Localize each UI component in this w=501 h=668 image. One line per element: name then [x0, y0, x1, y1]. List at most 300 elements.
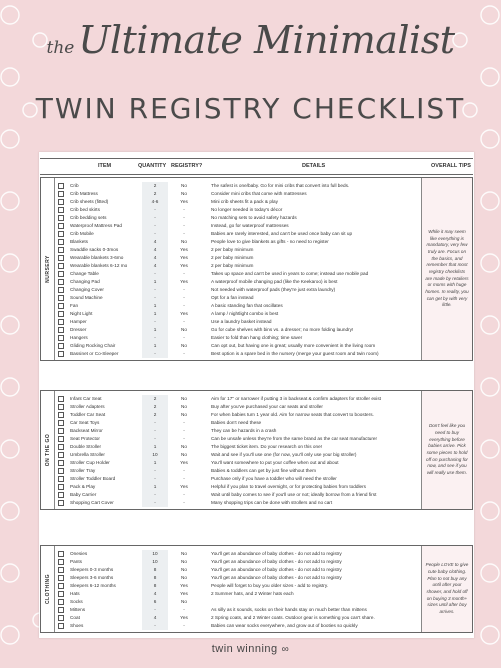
details-cell: People will forget to buy you older sizes - add to registry.	[211, 583, 329, 588]
quantity-cell: -	[142, 435, 168, 443]
details-cell: No matching sets to avoid safety hazards	[211, 215, 297, 220]
decorative-dot	[481, 68, 499, 86]
item-cell: Sleepers 3-6 months	[70, 575, 114, 580]
quantity-cell: 8	[142, 566, 168, 574]
item-cell: Crib bed skirts	[70, 207, 100, 212]
table-row	[56, 334, 420, 342]
row-checkbox[interactable]	[58, 623, 64, 629]
details-cell: Purchase only if you have a toddler who will need the stroller	[211, 476, 337, 481]
item-cell: Socks	[70, 599, 83, 604]
table-row	[56, 590, 420, 598]
registry-cell: No	[181, 327, 187, 332]
checklist-sheet	[39, 152, 474, 638]
item-cell: Fan	[70, 303, 79, 308]
item-cell: Seat Protector	[70, 436, 100, 441]
item-cell: Changing Pad	[70, 279, 100, 284]
registry-cell: -	[183, 492, 185, 497]
overall-tip-cell	[421, 546, 472, 632]
footer-brand	[0, 643, 501, 655]
table-row	[56, 622, 420, 630]
overall-tip-text: Don't feel like you need to buy everything before babies arrive. Pick some pieces to hold off on purchasing for now, and see if you will really use them.	[426, 423, 468, 475]
decorative-dot	[1, 68, 19, 86]
decorative-dot	[481, 192, 499, 210]
details-cell: A lamp / nightlight combo is best	[211, 311, 279, 316]
registry-cell: No	[181, 239, 187, 244]
item-cell: Night Light	[70, 311, 93, 316]
overall-tip-text: People LOVE to give cute baby clothing. Plan to not buy any until after your shower, and hold off on buying 3 month+ sizes until after boy arrives.	[425, 562, 469, 614]
quantity-cell: -	[142, 499, 168, 507]
column-header-details: DETAILS	[302, 163, 326, 169]
details-cell: As silly as it sounds, socks on their hands stay on much better than mittens	[211, 607, 367, 612]
table-row	[56, 403, 420, 411]
quantity-cell: 2	[142, 190, 168, 198]
registry-cell: No	[181, 396, 187, 401]
registry-cell: -	[183, 319, 185, 324]
item-cell: Hamper	[70, 319, 87, 324]
table-row	[56, 427, 420, 435]
table-row	[56, 318, 420, 326]
details-cell: Can opt out, but having one is great; usually more convenient in the living room	[211, 343, 376, 348]
quantity-cell: -	[142, 606, 168, 614]
item-cell: Infant Car Seat	[70, 396, 102, 401]
decorative-dot	[481, 440, 499, 458]
item-cell: Umbrella Stroller	[70, 452, 105, 457]
item-cell: Gliding Rocking Chair	[70, 343, 116, 348]
registry-cell: -	[183, 500, 185, 505]
row-checkbox[interactable]	[58, 436, 64, 442]
item-cell: Crib sheets (fitted)	[70, 199, 109, 204]
item-cell: Shopping Cart Cover	[70, 500, 114, 505]
item-cell: Waterproof Mattress Pad	[70, 223, 122, 228]
decorative-dot	[481, 130, 499, 148]
quantity-cell: -	[142, 294, 168, 302]
details-cell: People love to give blankets as gifts - no need to register	[211, 239, 329, 244]
table-row	[56, 467, 420, 475]
details-cell: Babies don't need these	[211, 420, 262, 425]
infinity-logo-icon: ∞	[281, 644, 290, 655]
table-row	[56, 451, 420, 459]
details-cell: You'll get an abundance of baby clothes - do not add to registry	[211, 575, 342, 580]
row-checkbox[interactable]	[58, 287, 64, 293]
quantity-cell: 4-6	[142, 198, 168, 206]
item-cell: Crib Mattress	[70, 191, 98, 196]
details-cell: You'll want somewhere to put your coffee when out and about	[211, 460, 339, 465]
table-row	[56, 230, 420, 238]
quantity-cell: -	[142, 214, 168, 222]
registry-cell: No	[181, 444, 187, 449]
registry-cell: -	[183, 623, 185, 628]
details-cell: You'll get an abundance of baby clothes - do not add to registry	[211, 551, 342, 556]
quantity-cell: 2	[142, 403, 168, 411]
table-row	[56, 294, 420, 302]
decorative-dot	[1, 254, 19, 272]
item-cell: Pack & Play	[70, 484, 96, 489]
table-row	[56, 246, 420, 254]
details-cell: You'll get an abundance of baby clothes - do not add to registry	[211, 567, 342, 572]
table-row	[56, 238, 420, 246]
item-cell: Sleepers 0-3 months	[70, 567, 114, 572]
table-row	[56, 483, 420, 491]
quantity-cell: 6	[142, 598, 168, 606]
table-row	[56, 574, 420, 582]
table-row	[56, 342, 420, 350]
table-row	[56, 614, 420, 622]
details-cell: No longer needed in today's décor	[211, 207, 283, 212]
quantity-cell: 1	[142, 483, 168, 491]
registry-cell: -	[183, 215, 185, 220]
section-label-text: NURSERY	[44, 255, 51, 283]
row-checkbox[interactable]	[58, 420, 64, 426]
row-checkbox[interactable]	[58, 500, 64, 506]
details-cell: Buy after you've purchased your car seats and stroller	[211, 404, 323, 409]
row-checkbox[interactable]	[58, 319, 64, 325]
details-cell: Helpful if you plan to travel overnight, or for protecting babies from toddlers	[211, 484, 367, 489]
title-the: the	[46, 38, 75, 58]
item-cell: Double Stroller	[70, 444, 102, 449]
row-checkbox[interactable]	[58, 484, 64, 490]
item-cell: Sound Machine	[70, 295, 103, 300]
row-checkbox[interactable]	[58, 452, 64, 458]
registry-cell: -	[183, 303, 185, 308]
registry-cell: -	[183, 231, 185, 236]
row-checkbox[interactable]	[58, 199, 64, 205]
section-label	[41, 391, 55, 509]
details-cell: Not needed with waterproof pads (they're just extra laundry)	[211, 287, 336, 292]
quantity-cell: -	[142, 318, 168, 326]
section-label	[41, 178, 55, 360]
registry-cell: No	[181, 191, 187, 196]
item-cell: Crib	[70, 183, 79, 188]
decorative-dot	[481, 564, 499, 582]
quantity-cell: 4	[142, 246, 168, 254]
registry-cell: No	[181, 404, 187, 409]
item-cell: Swaddle sacks 0-3mos	[70, 247, 119, 252]
row-checkbox[interactable]	[58, 191, 64, 197]
table-row	[56, 206, 420, 214]
decorative-dot	[1, 130, 19, 148]
row-checkbox[interactable]	[58, 615, 64, 621]
registry-cell: No	[181, 559, 187, 564]
registry-cell: Yes	[180, 263, 188, 268]
table-row	[56, 190, 420, 198]
quantity-cell: 10	[142, 451, 168, 459]
section-label-text: CLOTHING	[44, 573, 51, 605]
item-cell: Hats	[70, 591, 80, 596]
quantity-cell: 1	[142, 459, 168, 467]
registry-cell: Yes	[180, 279, 188, 284]
item-cell: Stroller Adapters	[70, 404, 105, 409]
table-row	[56, 566, 420, 574]
quantity-cell: 10	[142, 550, 168, 558]
row-checkbox[interactable]	[58, 207, 64, 213]
item-cell: Pants	[70, 559, 82, 564]
details-cell: Use a laundry basket instead	[211, 319, 272, 324]
item-cell: Blankets	[70, 239, 88, 244]
details-cell: Can be unsafe unless they're from the same brand as the car seat manufacturer	[211, 436, 378, 441]
quantity-cell: 4	[142, 262, 168, 270]
details-cell: Babies are rarely interested, and can't be used once baby can sit up	[211, 231, 353, 236]
section-clothing	[40, 545, 473, 633]
table-row	[56, 558, 420, 566]
quantity-cell: 2	[142, 395, 168, 403]
registry-cell: -	[183, 476, 185, 481]
item-cell: Shoes	[70, 623, 84, 628]
details-cell: You'll get an abundance of baby clothes - do not add to registry	[211, 559, 342, 564]
row-checkbox[interactable]	[58, 575, 64, 581]
quantity-cell: 1	[142, 310, 168, 318]
details-cell: Babies & toddlers can get by just fine without them	[211, 468, 317, 473]
quantity-cell: -	[142, 286, 168, 294]
details-cell: Many shopping trips can be done with strollers and no cart	[211, 500, 333, 505]
table-row	[56, 419, 420, 427]
registry-cell: -	[183, 420, 185, 425]
registry-cell: No	[181, 343, 187, 348]
row-checkbox[interactable]	[58, 335, 64, 341]
row-checkbox[interactable]	[58, 343, 64, 349]
row-checkbox[interactable]	[58, 295, 64, 301]
row-checkbox[interactable]	[58, 551, 64, 557]
quantity-cell: 1	[142, 278, 168, 286]
quantity-cell: 2	[142, 411, 168, 419]
item-cell: Dresser	[70, 327, 87, 332]
item-cell: Sleepers 6-12 months	[70, 583, 116, 588]
details-cell: Aim for 17" or narrower if putting 3 in backseat & confirm adapters for stroller exist	[211, 396, 381, 401]
table-row	[56, 491, 420, 499]
details-cell: Easier to fold than hang clothing; time saver	[211, 335, 303, 340]
decorative-dot	[481, 502, 499, 520]
table-row	[56, 350, 420, 358]
registry-cell: No	[181, 183, 187, 188]
row-checkbox[interactable]	[58, 263, 64, 269]
row-checkbox[interactable]	[58, 460, 64, 466]
details-cell: Wait and see if you'll use one (for now, you'll only use your big stroller)	[211, 452, 357, 457]
row-checkbox[interactable]	[58, 591, 64, 597]
table-row	[56, 302, 420, 310]
quantity-cell: 2	[142, 182, 168, 190]
quantity-cell: -	[142, 206, 168, 214]
row-checkbox[interactable]	[58, 559, 64, 565]
item-cell: Crib bedding sets	[70, 215, 107, 220]
table-row	[56, 550, 420, 558]
row-checkbox[interactable]	[58, 311, 64, 317]
table-row	[56, 395, 420, 403]
table-row	[56, 582, 420, 590]
item-cell: Changing Cover	[70, 287, 104, 292]
table-row	[56, 435, 420, 443]
table-row	[56, 254, 420, 262]
details-cell: A basic standing fan that oscillates	[211, 303, 283, 308]
item-cell: Change Table	[70, 271, 99, 276]
registry-cell: No	[181, 599, 187, 604]
registry-cell: -	[183, 607, 185, 612]
decorative-dot	[1, 564, 19, 582]
table-row	[56, 310, 420, 318]
decorative-dot	[481, 316, 499, 334]
row-checkbox[interactable]	[58, 404, 64, 410]
decorative-dot	[481, 254, 499, 272]
quantity-cell: -	[142, 334, 168, 342]
overall-tip-cell	[421, 178, 472, 360]
table-row	[56, 326, 420, 334]
table-row	[56, 270, 420, 278]
brand-name: twin winning	[211, 643, 278, 655]
quantity-cell: -	[142, 491, 168, 499]
quantity-cell: 4	[142, 614, 168, 622]
registry-cell: No	[181, 551, 187, 556]
quantity-cell: 8	[142, 574, 168, 582]
section-on-the-go	[40, 390, 473, 510]
row-checkbox[interactable]	[58, 567, 64, 573]
quantity-cell: -	[142, 350, 168, 358]
quantity-cell: -	[142, 622, 168, 630]
decorative-dot	[1, 440, 19, 458]
details-cell: Mini crib sheets fit a pack & play	[211, 199, 278, 204]
registry-cell: -	[183, 295, 185, 300]
decorative-dot	[1, 192, 19, 210]
registry-cell: Yes	[180, 255, 188, 260]
details-cell: Consider mini cribs that come with mattresses	[211, 191, 307, 196]
registry-cell: Yes	[180, 484, 188, 489]
table-row	[56, 411, 420, 419]
quantity-cell: 1	[142, 342, 168, 350]
row-checkbox[interactable]	[58, 231, 64, 237]
details-cell: 2 per baby minimum	[211, 263, 254, 268]
row-checkbox[interactable]	[58, 223, 64, 229]
item-cell: Onesies	[70, 551, 88, 556]
row-checkbox[interactable]	[58, 476, 64, 482]
quantity-cell: 1	[142, 326, 168, 334]
quantity-cell: -	[142, 419, 168, 427]
registry-cell: -	[183, 428, 185, 433]
registry-cell: Yes	[180, 615, 188, 620]
registry-cell: -	[183, 351, 185, 356]
details-cell: For when babies turn 1 year old. Aim for narrow seats that convert to boosters.	[211, 412, 374, 417]
row-checkbox[interactable]	[58, 183, 64, 189]
title-main: Ultimate Minimalist	[78, 18, 455, 62]
row-checkbox[interactable]	[58, 279, 64, 285]
table-row	[56, 499, 420, 507]
item-cell: Mittens	[70, 607, 86, 612]
section-label	[41, 546, 55, 632]
row-checkbox[interactable]	[58, 303, 64, 309]
quantity-cell: -	[142, 475, 168, 483]
decorative-dot	[1, 378, 19, 396]
details-cell: Opt for a fan instead	[211, 295, 254, 300]
item-cell: Wearable blankets 6-12 mo	[70, 263, 128, 268]
decorative-dot	[1, 316, 19, 334]
table-row	[56, 606, 420, 614]
registry-cell: -	[183, 335, 185, 340]
details-cell: 2 Spring coats, and 2 Winter coats. Outdoor gear is something you can't share.	[211, 615, 375, 620]
row-checkbox[interactable]	[58, 607, 64, 613]
registry-cell: Yes	[180, 460, 188, 465]
quantity-cell: 4	[142, 238, 168, 246]
table-row	[56, 278, 420, 286]
column-header-registry: REGISTRY?	[171, 163, 203, 169]
table-row	[56, 214, 420, 222]
details-cell: A waterproof mobile changing pad (like the Keekaroo) is best	[211, 279, 338, 284]
decorative-dot	[1, 502, 19, 520]
row-checkbox[interactable]	[58, 492, 64, 498]
item-cell: Hangers	[70, 335, 88, 340]
details-cell: Best option is a spare bed in the nursery (merge your guest room and twin room)	[211, 351, 379, 356]
registry-cell: No	[181, 412, 187, 417]
item-cell: Car Seat Toys	[70, 420, 100, 425]
registry-cell: Yes	[180, 311, 188, 316]
row-checkbox[interactable]	[58, 215, 64, 221]
row-checkbox[interactable]	[58, 239, 64, 245]
table-row	[56, 459, 420, 467]
details-cell: 2 Summer hats, and 2 Winter hats each	[211, 591, 294, 596]
table-row	[56, 222, 420, 230]
row-checkbox[interactable]	[58, 327, 64, 333]
overall-tip-cell	[421, 391, 472, 509]
details-cell: The biggest ticket item. Do your research on this one!	[211, 444, 322, 449]
table-row	[56, 262, 420, 270]
registry-cell: -	[183, 287, 185, 292]
page-subtitle: TWIN REGISTRY CHECKLIST	[35, 92, 466, 125]
quantity-cell: -	[142, 427, 168, 435]
row-checkbox[interactable]	[58, 468, 64, 474]
details-cell: Go for cube shelves with bins vs. a dresser; no more folding laundry!	[211, 327, 354, 332]
registry-cell: No	[181, 567, 187, 572]
item-cell: Coat	[70, 615, 80, 620]
row-checkbox[interactable]	[58, 583, 64, 589]
item-cell: Toddler Car Seat	[70, 412, 106, 417]
decorative-dot	[481, 378, 499, 396]
row-checkbox[interactable]	[58, 599, 64, 605]
table-row	[56, 286, 420, 294]
table-row	[56, 182, 420, 190]
quantity-cell: -	[142, 270, 168, 278]
quantity-cell: 8	[142, 582, 168, 590]
item-cell: Crib Mobile	[70, 231, 94, 236]
registry-cell: -	[183, 207, 185, 212]
main-title	[0, 18, 501, 62]
row-checkbox[interactable]	[58, 396, 64, 402]
row-checkbox[interactable]	[58, 351, 64, 357]
registry-cell: No	[181, 575, 187, 580]
row-checkbox[interactable]	[58, 255, 64, 261]
details-cell: Wait until baby comes to see if you'll use or not; ideally borrow from a friend first	[211, 492, 377, 497]
registry-cell: -	[183, 223, 185, 228]
section-nursery	[40, 177, 473, 361]
row-checkbox[interactable]	[58, 444, 64, 450]
registry-cell: -	[183, 436, 185, 441]
row-checkbox[interactable]	[58, 412, 64, 418]
row-checkbox[interactable]	[58, 271, 64, 277]
registry-cell: -	[183, 271, 185, 276]
section-label-text: ON THE GO	[44, 433, 51, 467]
table-row	[56, 443, 420, 451]
item-cell: Bassinet or Co-Sleeper	[70, 351, 119, 356]
table-row	[56, 198, 420, 206]
details-cell: 2 per baby minimum	[211, 247, 254, 252]
details-cell: Instead, go for waterproof mattresses	[211, 223, 289, 228]
table-row	[56, 475, 420, 483]
quantity-cell: -	[142, 467, 168, 475]
registry-cell: Yes	[180, 591, 188, 596]
details-cell: Takes up space and can't be used in years to come; instead use mobile pad	[211, 271, 369, 276]
quantity-cell: 1	[142, 302, 168, 310]
registry-cell: -	[183, 468, 185, 473]
quantity-cell: 4	[142, 590, 168, 598]
quantity-cell: 4	[142, 254, 168, 262]
row-checkbox[interactable]	[58, 247, 64, 253]
table-row	[56, 598, 420, 606]
registry-cell: Yes	[180, 583, 188, 588]
row-checkbox[interactable]	[58, 428, 64, 434]
